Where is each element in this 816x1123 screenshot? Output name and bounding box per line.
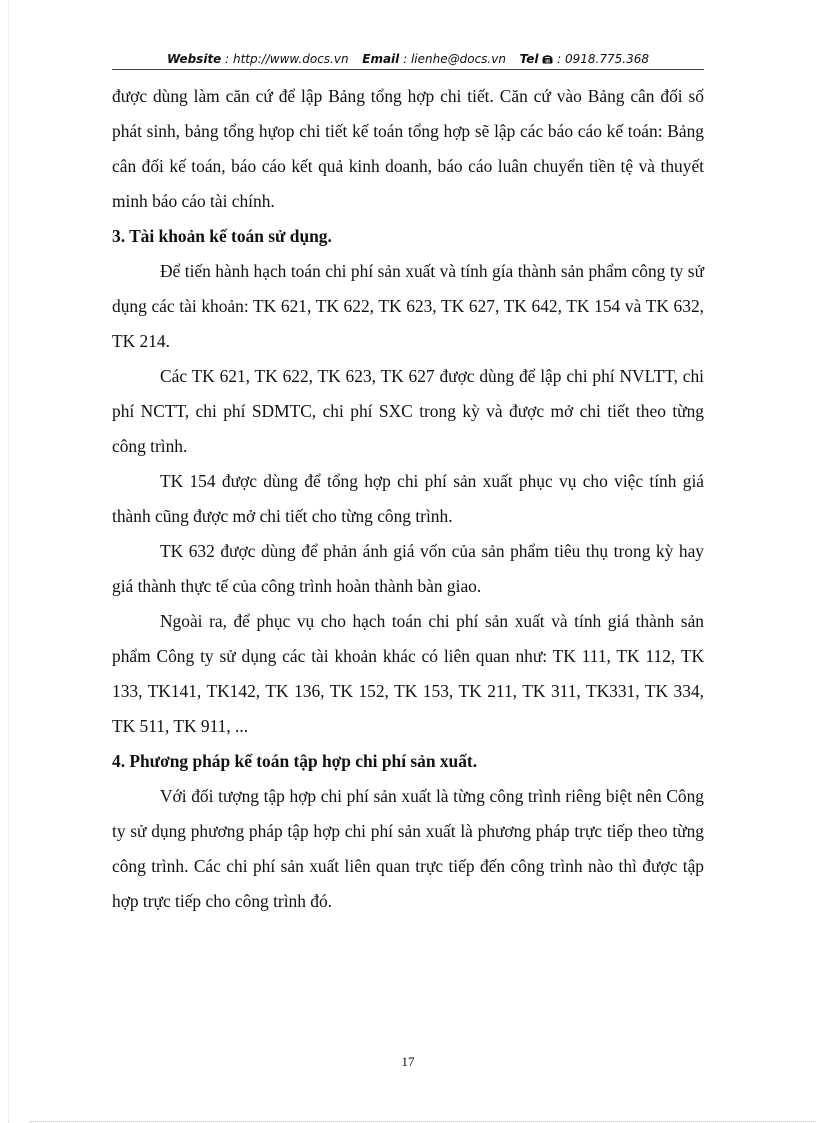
header-divider bbox=[112, 69, 704, 70]
paragraph-4: TK 154 được dùng để tổng hợp chi phí sản xuất phục vụ cho việc tính giá thành cũng được mở chi tiết cho từng công trình. bbox=[112, 471, 704, 526]
section-heading-4: 4. Phương pháp kế toán tập hợp chi phí sản xuất. bbox=[112, 751, 478, 771]
section-heading-3: 3. Tài khoản kế toán sử dụng. bbox=[112, 226, 332, 246]
paragraph-7: Với đối tượng tập hợp chi phí sản xuất là từng công trình riêng biệt nên Công ty sử dụng phương pháp tập hợp chi phí sản xuất là phương pháp trực tiếp theo từng công trình. Các chi phí sản xuất liên quan trực tiếp đến công trình nào thì được tập hợp trực tiếp cho công trình đó. bbox=[112, 786, 704, 911]
page-number: 17 bbox=[401, 1054, 415, 1069]
footer-border bbox=[30, 1121, 816, 1122]
tel-label: Tel bbox=[519, 52, 539, 66]
page-edge bbox=[0, 0, 9, 1123]
paragraph-3: Các TK 621, TK 622, TK 623, TK 627 được dùng để lập chi phí NVLTT, chi phí NCTT, chi phí SDMTC, chi phí SXC trong kỳ và được mở chi tiết theo từng công trình. bbox=[112, 366, 704, 456]
website-label: Website bbox=[166, 52, 222, 66]
paragraph-5: TK 632 được dùng để phản ánh giá vốn của sản phẩm tiêu thụ trong kỳ hay giá thành thực tế của công trình hoàn thành bàn giao. bbox=[112, 541, 704, 596]
email-label: Email bbox=[362, 52, 400, 66]
paragraph-6: Ngoài ra, để phục vụ cho hạch toán chi phí sản xuất và tính giá thành sản phẩm Công ty sử dụng các tài khoản khác có liên quan như: TK 111, TK 112, TK 133, TK141, TK142, TK 136, TK 152, TK 153, TK 211, TK 311, TK331, TK 334, TK 511, TK 911, ... bbox=[112, 611, 704, 736]
document-body bbox=[112, 79, 704, 919]
email-value: : lienhe@docs.vn bbox=[403, 52, 506, 66]
paragraph-2: Để tiến hành hạch toán chi phí sản xuất và tính gía thành sản phẩm công ty sử dụng các tài khoản: TK 621, TK 622, TK 623, TK 627, TK 642, TK 154 và TK 632, TK 214. bbox=[112, 261, 704, 351]
website-value: : http://www.docs.vn bbox=[225, 52, 349, 66]
page-header bbox=[112, 51, 704, 67]
paragraph-1: được dùng làm căn cứ để lập Bảng tổng hợp chi tiết. Căn cứ vào Bảng cân đối số phát sinh, bảng tổng hựop chi tiết kế toán tổng hợp sẽ lập các báo cáo kế toán: Bảng cân đối kế toán, báo cáo kết quả kinh doanh, báo cáo luân chuyển tiền tệ và thuyết minh báo cáo tài chính. bbox=[112, 86, 704, 211]
tel-value: : 0918.775.368 bbox=[557, 52, 649, 66]
telephone-icon bbox=[542, 52, 553, 66]
